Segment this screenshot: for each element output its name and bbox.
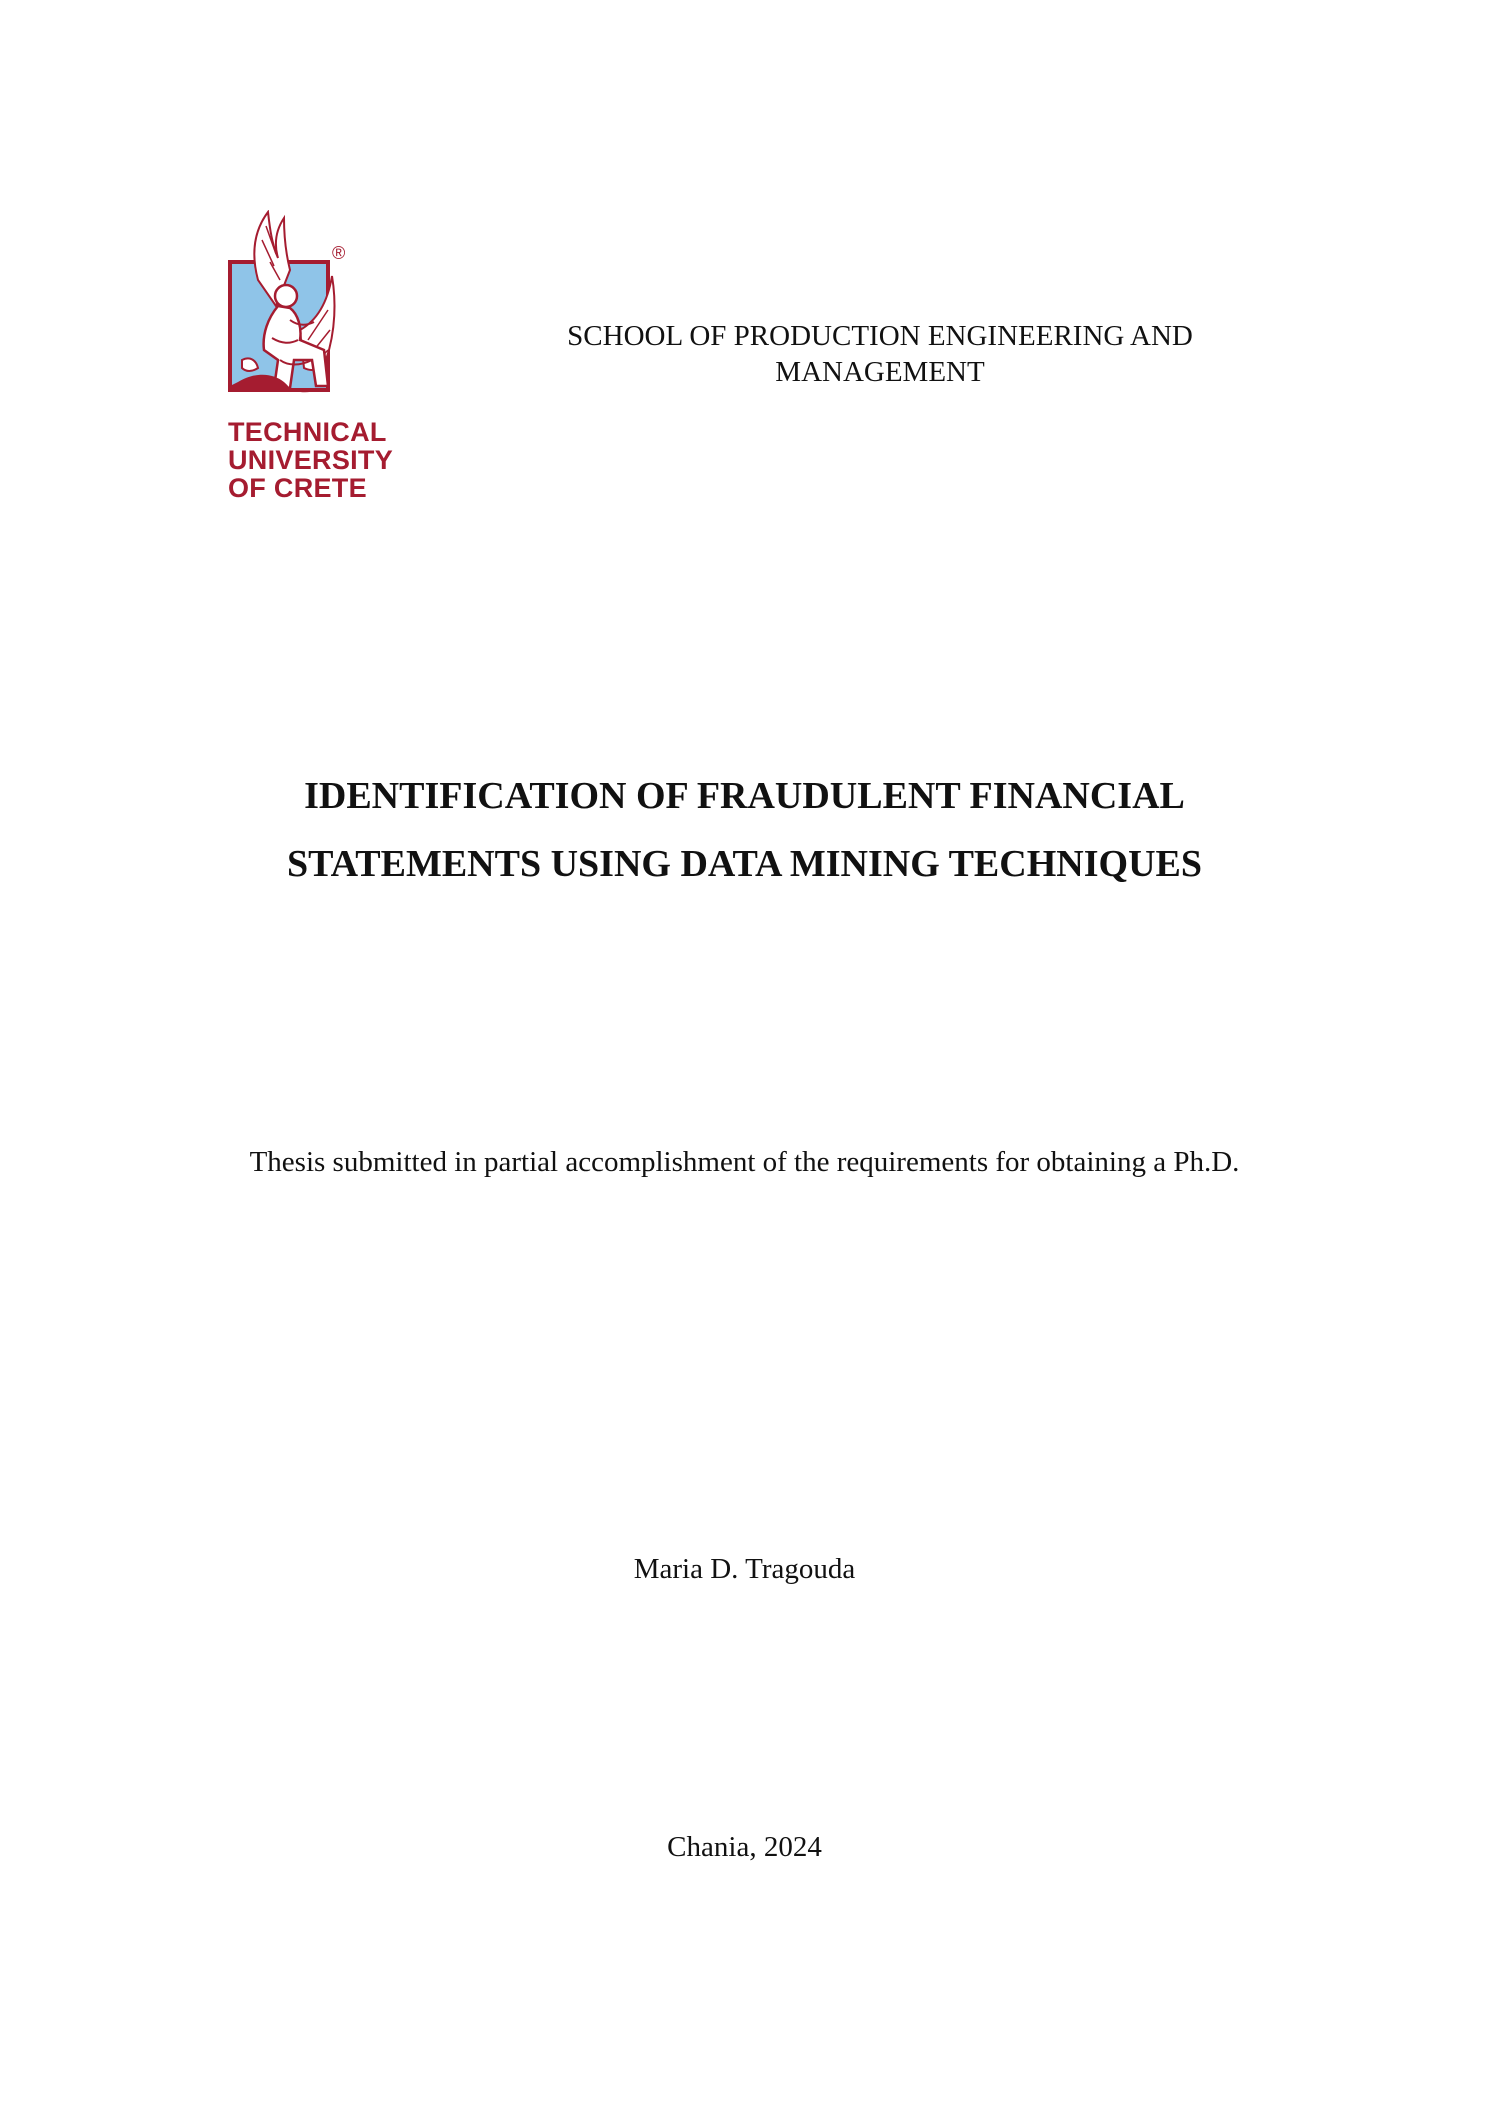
logo-wordmark-line: TECHNICAL [228,417,387,447]
thesis-title-line: IDENTIFICATION OF FRAUDULENT FINANCIAL [304,775,1185,817]
thesis-statement: Thesis submitted in partial accomplishment of the requirements for obtaining a Ph.D. [249,1146,1240,1178]
winged-figure-emblem-icon [228,210,358,404]
registered-mark: ® [332,243,346,263]
logo-wordmark [228,418,393,502]
school-heading-line: SCHOOL OF PRODUCTION ENGINEERING AND [567,320,1193,352]
author-name: Maria D. Tragouda [633,1553,856,1585]
logo-wordmark-line: OF CRETE [228,473,367,503]
logo-wordmark-line: UNIVERSITY [228,445,394,475]
thesis-title-line: STATEMENTS USING DATA MINING TECHNIQUES [286,843,1202,885]
place-date: Chania, 2024 [667,1831,822,1863]
thesis-title [150,762,1339,898]
university-logo [222,210,422,503]
school-heading [530,318,1230,390]
school-heading-line: MANAGEMENT [775,356,985,388]
